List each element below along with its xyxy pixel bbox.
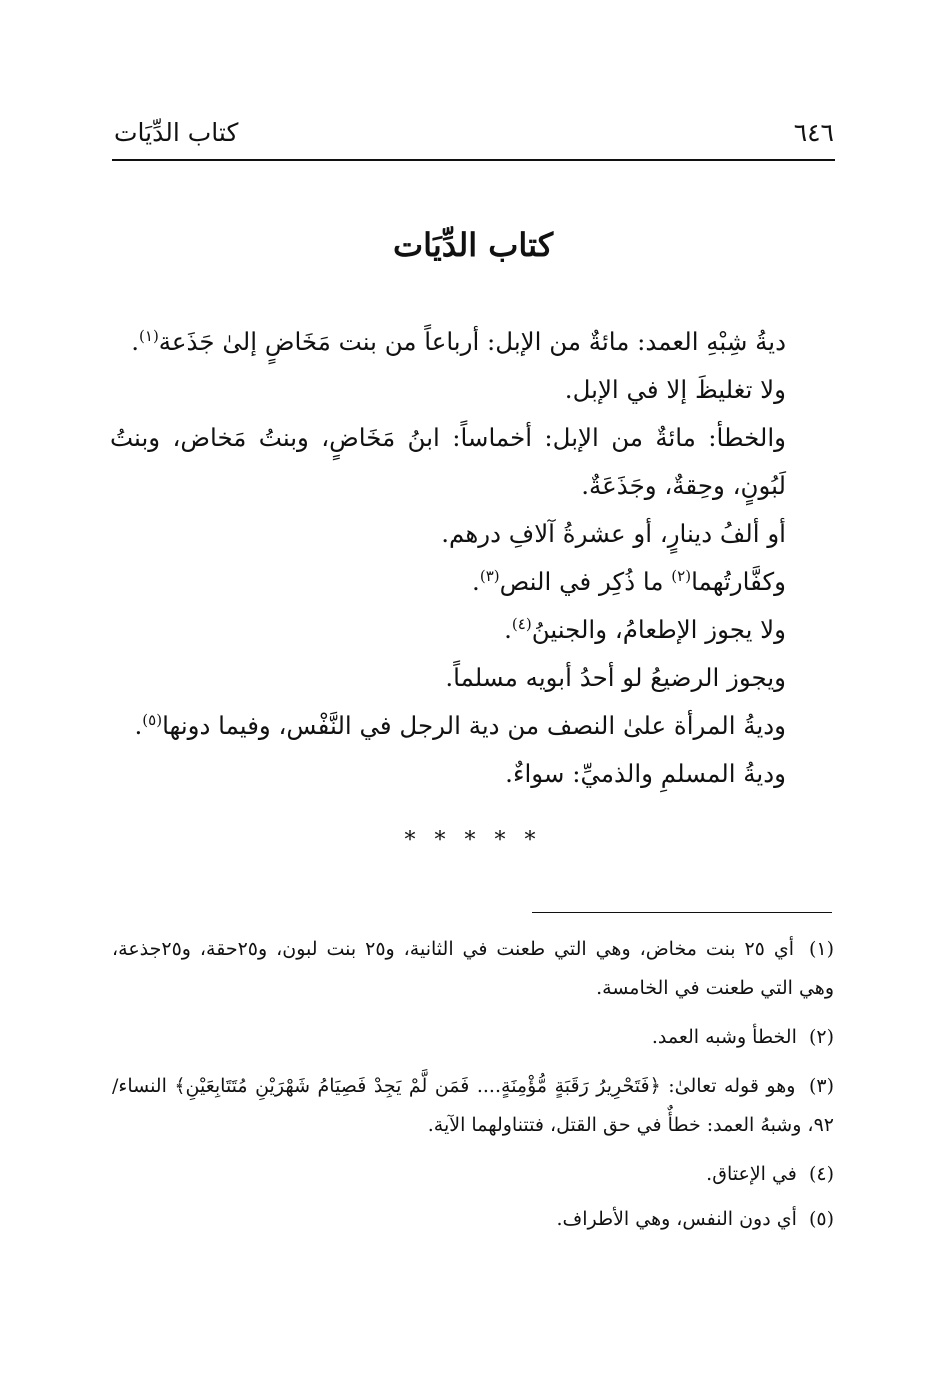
chapter-title: كتاب الدِّيَات (392, 226, 554, 264)
paragraph-6-text: ولا يجوز الإطعامُ، والجنينُ (531, 615, 786, 644)
page-number: ٦٤٦ (793, 118, 834, 147)
paragraph-2-text: ولا تغليظَ إلا في الإبل. (564, 375, 786, 404)
footnote-1 (112, 930, 834, 1008)
footnote-3-number: (٣) (808, 1075, 834, 1097)
paragraph-7 (120, 654, 786, 702)
paragraph-4 (120, 510, 786, 558)
footnote-1-text: أي ٢٥ بنت مخاض، وهي التي طعنت في الثانية، و٢٥ بنت لبون، و٢٥حقة، و٢٥جذعة، وهي التي طعنت في الخامسة. (112, 938, 834, 999)
footnote-rule (532, 912, 832, 913)
paragraph-1 (120, 318, 786, 366)
paragraph-9-text: وديةُ المسلمِ والذميِّ: سواءٌ. (505, 759, 786, 788)
running-header-title: كتاب الدِّيَات (114, 118, 239, 147)
paragraph-2 (120, 366, 786, 414)
footnote-2-text: الخطأ وشبه العمد. (651, 1026, 797, 1048)
footnote-2-number: (٢) (808, 1026, 834, 1048)
paragraph-8 (120, 702, 786, 750)
paragraph-4-text: أو ألفُ دينارٍ، أو عشرةُ آلافِ درهم. (441, 519, 786, 548)
footnote-4 (112, 1155, 834, 1194)
footnote-4-text: في الإعتاق. (706, 1163, 797, 1185)
footnote-ref-2[interactable]: (٢) (671, 566, 692, 585)
paragraph-3 (110, 414, 786, 510)
footnote-5 (112, 1200, 834, 1239)
footnote-ref-1[interactable]: (١) (139, 326, 159, 345)
footnote-4-number: (٤) (808, 1163, 834, 1185)
paragraph-5 (120, 558, 786, 606)
footnote-2 (112, 1018, 834, 1057)
footnote-ref-5[interactable]: (٥) (142, 710, 163, 729)
footnote-3-text: وهو قوله تعالىٰ: ﴿فَتَحْرِيرُ رَقَبَةٍ مُّؤْمِنَةٍ.... فَمَن لَّمْ يَجِدْ فَصِيَامُ شَهْرَيْنِ مُتَتَابِعَيْنِ﴾ النساء/٩٢، وشبهُ العمد: خطأٌ في حق القتل، فتتناولهما الآية. (112, 1075, 834, 1136)
paragraph-6 (120, 606, 786, 654)
footnotes (112, 930, 834, 1245)
section-separator: * * * * * (404, 828, 542, 853)
main-text (110, 318, 786, 798)
footnote-5-number: (٥) (808, 1208, 834, 1230)
paragraph-8-end: . (134, 711, 143, 740)
footnote-ref-4[interactable]: (٤) (511, 614, 532, 633)
paragraph-1-text: ديةُ شِبْهِ العمد: مائةٌ من الإبل: أرباعاً من بنت مَخَاضٍ إلىٰ جَذَعة (158, 327, 786, 356)
footnote-1-number: (١) (808, 938, 834, 960)
paragraph-8-text: وديةُ المرأة علىٰ النصف من دية الرجل في النَّفْس، وفيما دونها (162, 711, 786, 740)
paragraph-7-text: ويجوز الرضيعُ لو أحدُ أبويه مسلماً. (445, 663, 786, 692)
paragraph-3-text: والخطأ: مائةٌ من الإبل: أخماساً: ابنُ مَخَاضٍ، وبنتُ مَخاض، وبنتُ لَبُونٍ، وحِقةٌ، وجَذَعَةٌ. (110, 423, 786, 500)
footnote-5-text: أي دون النفس، وهي الأطراف. (556, 1208, 797, 1230)
paragraph-1-end: . (131, 327, 140, 356)
footnote-3 (112, 1067, 834, 1145)
running-header (112, 112, 834, 162)
paragraph-5-text-b: ما ذُكِر في النص (499, 567, 672, 596)
paragraph-5-end: . (472, 567, 480, 596)
paragraph-9 (120, 750, 786, 798)
paragraph-5-text-a: وكفَّارتُهما (691, 567, 786, 596)
paragraph-6-end: . (504, 615, 512, 644)
header-rule (112, 159, 835, 161)
footnote-ref-3[interactable]: (٣) (479, 566, 500, 585)
